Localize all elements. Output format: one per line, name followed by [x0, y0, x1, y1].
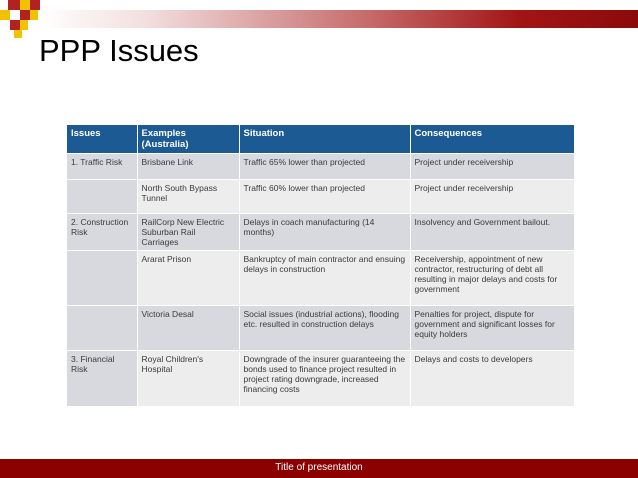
header-issues: Issues [67, 125, 137, 154]
cell-consequence: Project under receivership [410, 180, 574, 214]
cell-example: Victoria Desal [137, 306, 239, 351]
slide-title: PPP Issues [39, 33, 199, 68]
footer-bar [0, 459, 638, 478]
cell-example: Royal Children's Hospital [137, 351, 239, 406]
table-row [67, 180, 574, 214]
cell-example: RailCorp New Electric Suburban Rail Carriages [137, 214, 239, 251]
cell-example: North South Bypass Tunnel [137, 180, 239, 214]
table-row [67, 251, 574, 306]
header-gradient-bar [40, 10, 638, 28]
cell-situation: Bankruptcy of main contractor and ensuing delays in construction [239, 251, 410, 306]
table-header-row [67, 125, 574, 154]
cell-issue [67, 180, 137, 214]
cell-situation: Traffic 65% lower than projected [239, 154, 410, 180]
footer-title: Title of presentation [275, 462, 363, 473]
cell-consequence: Insolvency and Government bailout. [410, 214, 574, 251]
cell-situation: Delays in coach manufacturing (14 months) [239, 214, 410, 251]
header-consequences: Consequences [410, 125, 574, 154]
cell-issue: 3. Financial Risk [67, 351, 137, 406]
ppp-issues-table [67, 125, 575, 406]
cell-issue: 1. Traffic Risk [67, 154, 137, 180]
table-row [67, 351, 574, 406]
table-row [67, 214, 574, 251]
cell-consequence: Penalties for project, dispute for government and significant losses for equity holders [410, 306, 574, 351]
table-row [67, 154, 574, 180]
cell-consequence: Delays and costs to developers [410, 351, 574, 406]
cell-situation: Downgrade of the insurer guaranteeing the bonds used to finance project resulted in project rating downgrade, increased financing costs [239, 351, 410, 406]
cell-consequence: Project under receivership [410, 154, 574, 180]
cell-issue: 2. Construction Risk [67, 214, 137, 251]
ppp-issues-table-container [67, 125, 574, 406]
cell-situation: Traffic 60% lower than projected [239, 180, 410, 214]
cell-issue [67, 306, 137, 351]
cell-example: Ararat Prison [137, 251, 239, 306]
header-situation: Situation [239, 125, 410, 154]
cell-issue [67, 251, 137, 306]
table-row [67, 306, 574, 351]
header-examples: Examples (Australia) [137, 125, 239, 154]
cell-example: Brisbane Link [137, 154, 239, 180]
cell-consequence: Receivership, appointment of new contractor, restructuring of debt all resulting in major delays and costs for government [410, 251, 574, 306]
cell-situation: Social issues (industrial actions), flooding etc. resulted in construction delays [239, 306, 410, 351]
